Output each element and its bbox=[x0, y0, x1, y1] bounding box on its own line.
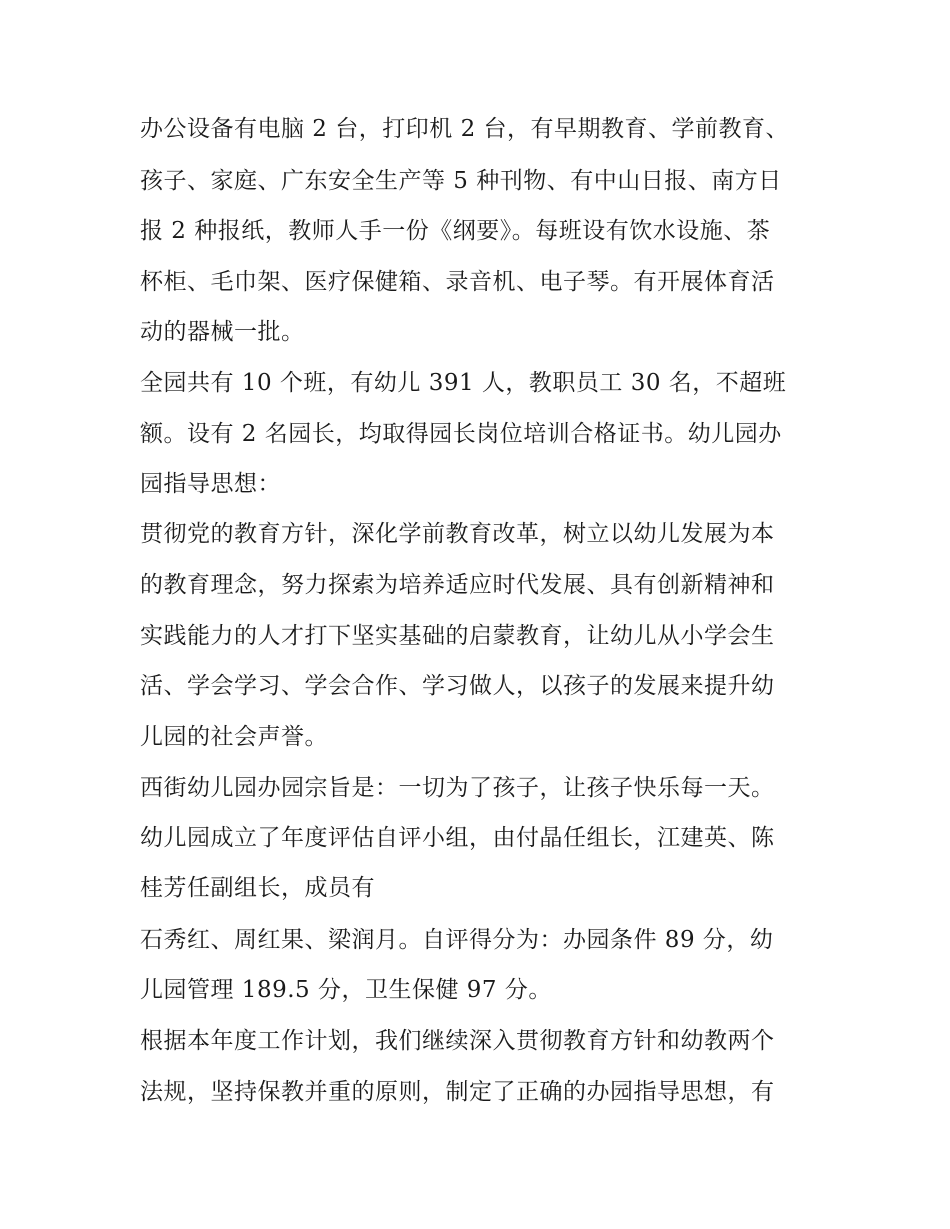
text-line: 报 2 种报纸，教师人手一份《纲要》。每班设有饮水设施、茶 bbox=[140, 218, 771, 244]
text-line: 孩子、家庭、广东安全生产等 5 种刊物、有中山日报、南方日 bbox=[140, 168, 782, 194]
text-line: 儿园的社会声誉。 bbox=[140, 724, 328, 750]
text-line: 贯彻党的教育方针，深化学前教育改革，树立以幼儿发展为本 bbox=[140, 521, 775, 547]
text-line: 桂芳任副组长，成员有 bbox=[140, 875, 375, 901]
text-line: 动的器械一批。 bbox=[140, 319, 305, 345]
text-line: 活、学会学习、学会合作、学习做人，以孩子的发展来提升幼 bbox=[140, 673, 775, 699]
text-line: 全园共有 10 个班，有幼儿 391 人，教职员工 30 名，不超班 bbox=[140, 370, 787, 396]
text-line: 法规，坚持保教并重的原则，制定了正确的办园指导思想，有 bbox=[140, 1079, 775, 1105]
text-line: 石秀红、周红果、梁润月。自评得分为：办园条件 89 分，幼 bbox=[140, 927, 774, 953]
text-line: 额。设有 2 名园长，均取得园长岗位培训合格证书。幼儿园办 bbox=[140, 421, 782, 447]
text-line: 实践能力的人才打下坚实基础的启蒙教育，让幼儿从小学会生 bbox=[140, 623, 775, 649]
text-line: 儿园管理 189.5 分，卫生保健 97 分。 bbox=[140, 977, 552, 1003]
text-line: 根据本年度工作计划，我们继续深入贯彻教育方针和幼教两个 bbox=[140, 1028, 775, 1054]
text-line: 幼儿园成立了年度评估自评小组，由付晶任组长，江建英、陈 bbox=[140, 825, 775, 851]
text-line: 杯柜、毛巾架、医疗保健箱、录音机、电子琴。有开展体育活 bbox=[140, 269, 775, 295]
text-line: 办公设备有电脑 2 台，打印机 2 台，有早期教育、学前教育、 bbox=[140, 116, 790, 142]
text-line: 西街幼儿园办园宗旨是：一切为了孩子，让孩子快乐每一天。 bbox=[140, 775, 775, 801]
text-line: 园指导思想： bbox=[140, 471, 281, 497]
text-line: 的教育理念，努力探索为培养适应时代发展、具有创新精神和 bbox=[140, 572, 775, 598]
